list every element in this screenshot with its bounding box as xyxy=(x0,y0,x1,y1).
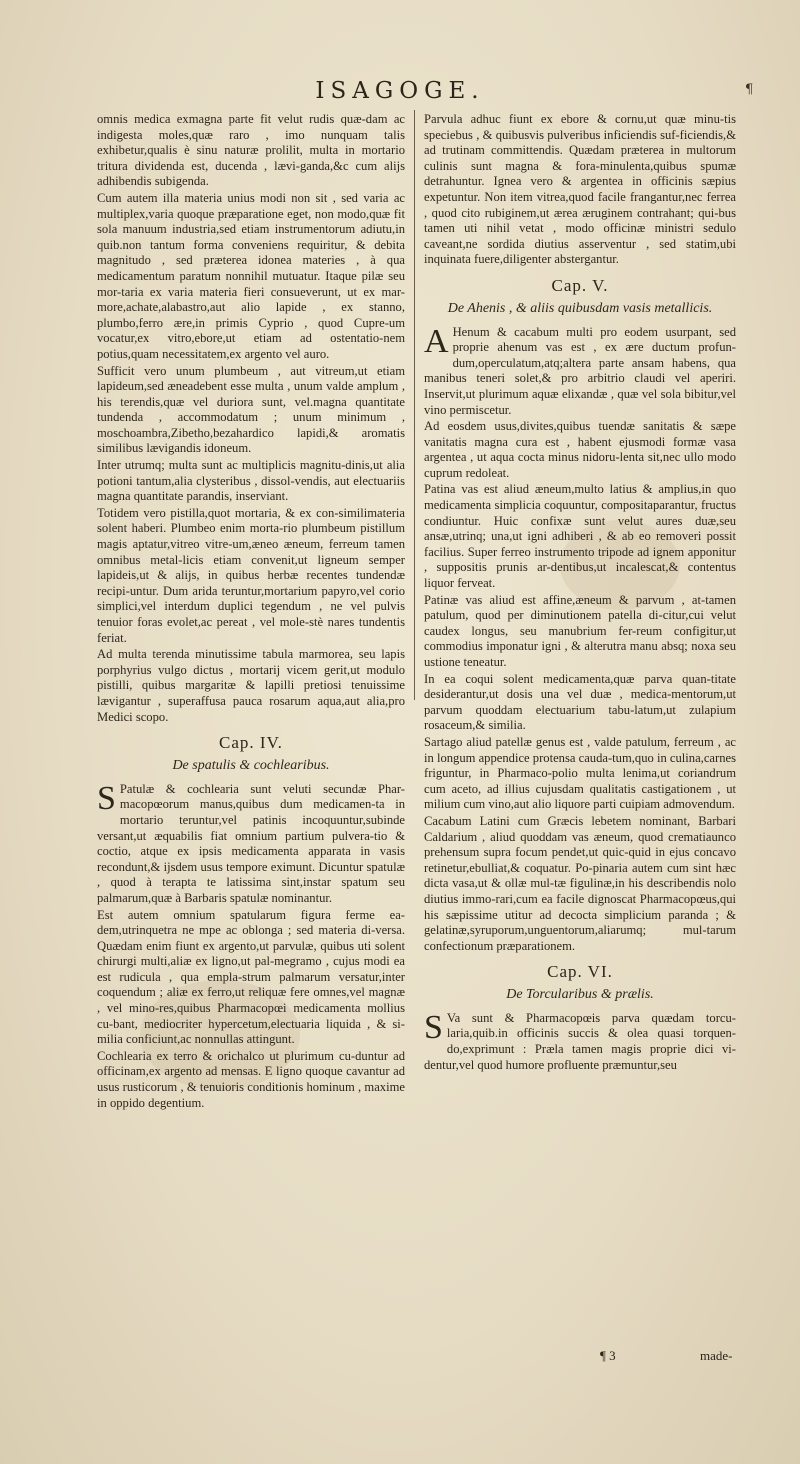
left-column xyxy=(97,112,405,1112)
chapter-heading: Cap. IV. xyxy=(219,733,283,753)
folio-mark: ¶ xyxy=(745,82,754,97)
paragraph-with-initial xyxy=(424,322,736,419)
signature-mark: ¶ 3 xyxy=(600,1348,616,1363)
column-divider xyxy=(414,110,415,700)
paragraph: Ad multa terenda minutissime tabula marmorea, seu lapis porphyrius vulgo dictus , mortarij vicem gerit,ut modulo pistilli, quibus margaritæ & lapilli pretiosi tenuissime lævigantur , superaffusa pauca rosarum aqua,aut alia,pro Medici scopo. xyxy=(97,647,405,724)
chapter-heading: Cap. VI. xyxy=(547,962,613,982)
chapter-title: De Torcularibus & prælis. xyxy=(506,986,654,1002)
paragraph: Patina vas est aliud æneum,multo latius & amplius,in quo medicamenta simplicia coquuntur, compositaparantur, fructus condiuntur. Huic confixæ sunt velut aures duæ,seu ansæ,utrinq; una,ut igni adhiberi , & ab eo removeri possit facilius. Super ferreo instrumento tripode ad ignem apponitur , suppositis prunis ar-dentibus,ut incalescat,& contentus liquor ferveat. xyxy=(424,482,736,591)
paragraph: Cochlearia ex terro & orichalco ut plurimum cu-duntur ad officinam,ex argento ad mensas. E ligno quoque cavantur ad usus rusticorum , & tenuioris conditionis hominum , maxime in oppido degentium. xyxy=(97,1048,405,1110)
paragraph-with-initial xyxy=(97,779,405,907)
drop-cap-initial: S xyxy=(424,1008,443,1046)
paragraph: Sartago aliud patellæ genus est , valde patulum, ferreum , ac in longum appendice protensa cauda-tum,quo in culina,carnes friguntur, in Pharmaco-polio multa lenima,ut coriandrum cum aceto, ad illius cujusdam qualitatis castigationem , ut milium cum vino,aut alio liquore parti cuipiam admovendum. xyxy=(424,734,736,812)
drop-cap-initial: A xyxy=(424,322,449,360)
paragraph: Parvula adhuc fiunt ex ebore & cornu,ut quæ minu-tis speciebus , & quibusvis pulveribus inficiendis suf-ficiendis,& ad trutinam committendis. Quædam præterea in multorum culinis sunt magna & fora-minulenta,quibus spumæ detrahuntur. Ignea vero & argentea in officinis sæpius expetuntur. Non item vitrea,quod facile frangantur,nec ferrea , quod cito rubiginem,ut ærea æruginem contrahant; qui-bus tamen uti nihil vetat , modo officinæ ministri sedulo caveant,ne sordida diutius asserventur , sed statim,ubi inquinata fuere,diligenter abstergantur. xyxy=(424,112,736,267)
paragraph-with-initial xyxy=(424,1008,736,1073)
chapter-title: De spatulis & cochlearibus. xyxy=(172,757,330,773)
paragraph: Est autem omnium spatularum figura ferme ea-dem,utrinquetra ne mpe ac oblonga ; sed materia di-versa. Quædam enim fiunt ex argento,ut parvulæ, quibus uti solent chirurgi multi,aliæ ex ligno,ut pal-megramo , cujus modi ea est rudicula , qua empla-strum palmarum versatur,inter coquendum ; aliæ ex ferro,ut reliquæ fere omnes,vel magnæ , vel mino-res,quibus Pharmacopœi medicamenta mollius cu-bant, mediocriter hypercetum,electuaria liquida , & si-milia conficiunt,ac nonnullas attingunt. xyxy=(97,907,405,1047)
right-column xyxy=(424,112,736,1074)
paragraph: Sufficit vero unum plumbeum , aut vitreum,ut etiam lapideum,sed æneadebent esse multa , unum valde amplum , his terendis,quæ vel duriora sunt, vel.magna quantitate tundenda , accommodatum ; unum minimum , moschoambra,Zibetho,bezahardico lapidi,& aromatis similibus lævigandis idoneum. xyxy=(97,363,405,456)
paragraph: omnis medica exmagna parte fit velut rudis quæ-dam ac indigesta moles,quæ raro , imo nunquam talis exhibetur,qualis è sinu naturæ prolilit, multa in mortario tritura dividenda est, ducenda , lævi-ganda,&c cum alijs adhibendis subigenda. xyxy=(97,112,405,189)
paragraph-text: Patulæ & cochlearia sunt veluti secundæ Phar-macopœorum manus,quibus dum medicamen-ta in mortario teruntur,vel patinis incoquuntur,subinde versant,ut æquabilis fiat omnium partium pulvera-tio & coctio, atque ex ipsis medicamenta apparata in vasis recondunt,& ijsdem usus tempore eximunt. Dicuntur spatulæ , quod à terapta te latissima sint,instar spatum seu palmarum,quæ à Barbaris spatulæ nominantur. xyxy=(97,781,405,905)
chapter-heading: Cap. V. xyxy=(551,275,609,295)
drop-cap-initial: S xyxy=(97,779,116,817)
paragraph-text: Henum & cacabum multi pro eodem usurpant, sed proprie ahenum vas est , ex ære ductum profun-dum,operculatum,atq;altera parte ansam habens, qua manibus teneri solet,& pro arbitrio claudi vel aperiri. Inservit,ut plurimum aquæ elixandæ , quæ vel sola bibitur,vel vino permiscetur. xyxy=(424,324,736,417)
paragraph: Patinæ vas aliud est affine,æneum & parvum , at-tamen patulum, quod per diminutionem patella di-citur,cui velut caudex longus, seu manubrium fer-reum configitur,ut commodius imponatur igni , & alterutra manu absq; noxa seu ustione teneatur. xyxy=(424,592,736,669)
paragraph-text: Va sunt & Pharmacopœis parva quædam torcu-laria,quib.in officinis succis & olea quasi torquen-do,exprimunt : Præla tamen magis proprie dici vi-dentur,vel quod humore profluente præmuntur,seu xyxy=(424,1010,736,1072)
running-head: ISAGOGE. xyxy=(315,78,485,104)
paragraph: In ea coqui solent medicamenta,quæ parva quan-titate desiderantur,ut dosis una vel duæ , medica-mentorum,ut parvum quoddam electuarium tabu-latum,ut zulapium rosaceum,& similia. xyxy=(424,671,736,733)
chapter-title: De Ahenis , & aliis quibusdam vasis metallicis. xyxy=(447,300,713,316)
paragraph: Inter utrumq; multa sunt ac multiplicis magnitu-dinis,ut alia potioni tantum,alia clysteribus , dissol-vendis, aut electuariis magna quantitate parandis, inserviant. xyxy=(97,458,405,504)
paragraph: Ad eosdem usus,divites,quibus tuendæ sanitatis & sæpe vanitatis magna cura est , habent ejusmodi formæ vasa argentea , ut aqua cocta minus nidoru-lenta sit,nec ullo modo cuprum redoleat. xyxy=(424,419,736,480)
paragraph: Cacabum Latini cum Græcis lebetem nominant, Barbari Caldarium , aliud quoddam vas æneum, quod crematiaunco prehensum supra focum pendet,ut quic-quid in ejus concavo retinetur,ebulliat,& coquatur. Po-pinaria autem cum sint hæc dicta vasa,ut & ollæ mul-tæ figulinæ,in his describendis nolo diutius immo-rari,cum ea facile dignoscat Pharmacopœus,qui his sæpissime utitur ad decocta simplicium paranda ; & gelatinæ,syruporum,unguentorum,aliarumq; mul-tarum confectionum præparationem. xyxy=(424,813,736,953)
paragraph: Totidem vero pistilla,quot mortaria, & ex con-similimateria solent haberi. Plumbeo enim morta-rio plumbeum pistillum magis aptatur,vitreo vitre-um,æneo æneum, ferreum tamen omnibus metal-licis etiam convenit,ut ligneum semper lapideis,ut & alijs, in quibus herbæ recentes tundendæ recipi-untur. Dum arida teruntur,mortarium papyro,vel corio simplici,vel interdum duplici tegendum , ne vel pulvis tenuior foras evolet,ac pereat , vel mole-stè nares tundentis feriat. xyxy=(97,505,405,645)
catchword: made- xyxy=(700,1348,733,1363)
paragraph: Cum autem illa materia unius modi non sit , sed varia ac multiplex,varia quoque præparatione eget, non modo,quæ fit sola manuum industria,sed etiam instrumentorum adiutu,in quib.non tantum forma conveniens requiritur, & debita magnitudo , sed præterea idonea materies , à qua medicamentum paratum nonnihil mutuatur. Itaque pilæ seu mor-taria ex varia materia fieri consueverunt, ut ex mar-more,achate,alabastro,aut alio lapide , ex stanno, plumbo,ferro ære,in primis Cyprio , quod Cupre-um vocatur,ex vitro,ebore,ut etiam ad ostentatio-nem potius,quam necessitatem,ex argento vel auro. xyxy=(97,190,405,361)
